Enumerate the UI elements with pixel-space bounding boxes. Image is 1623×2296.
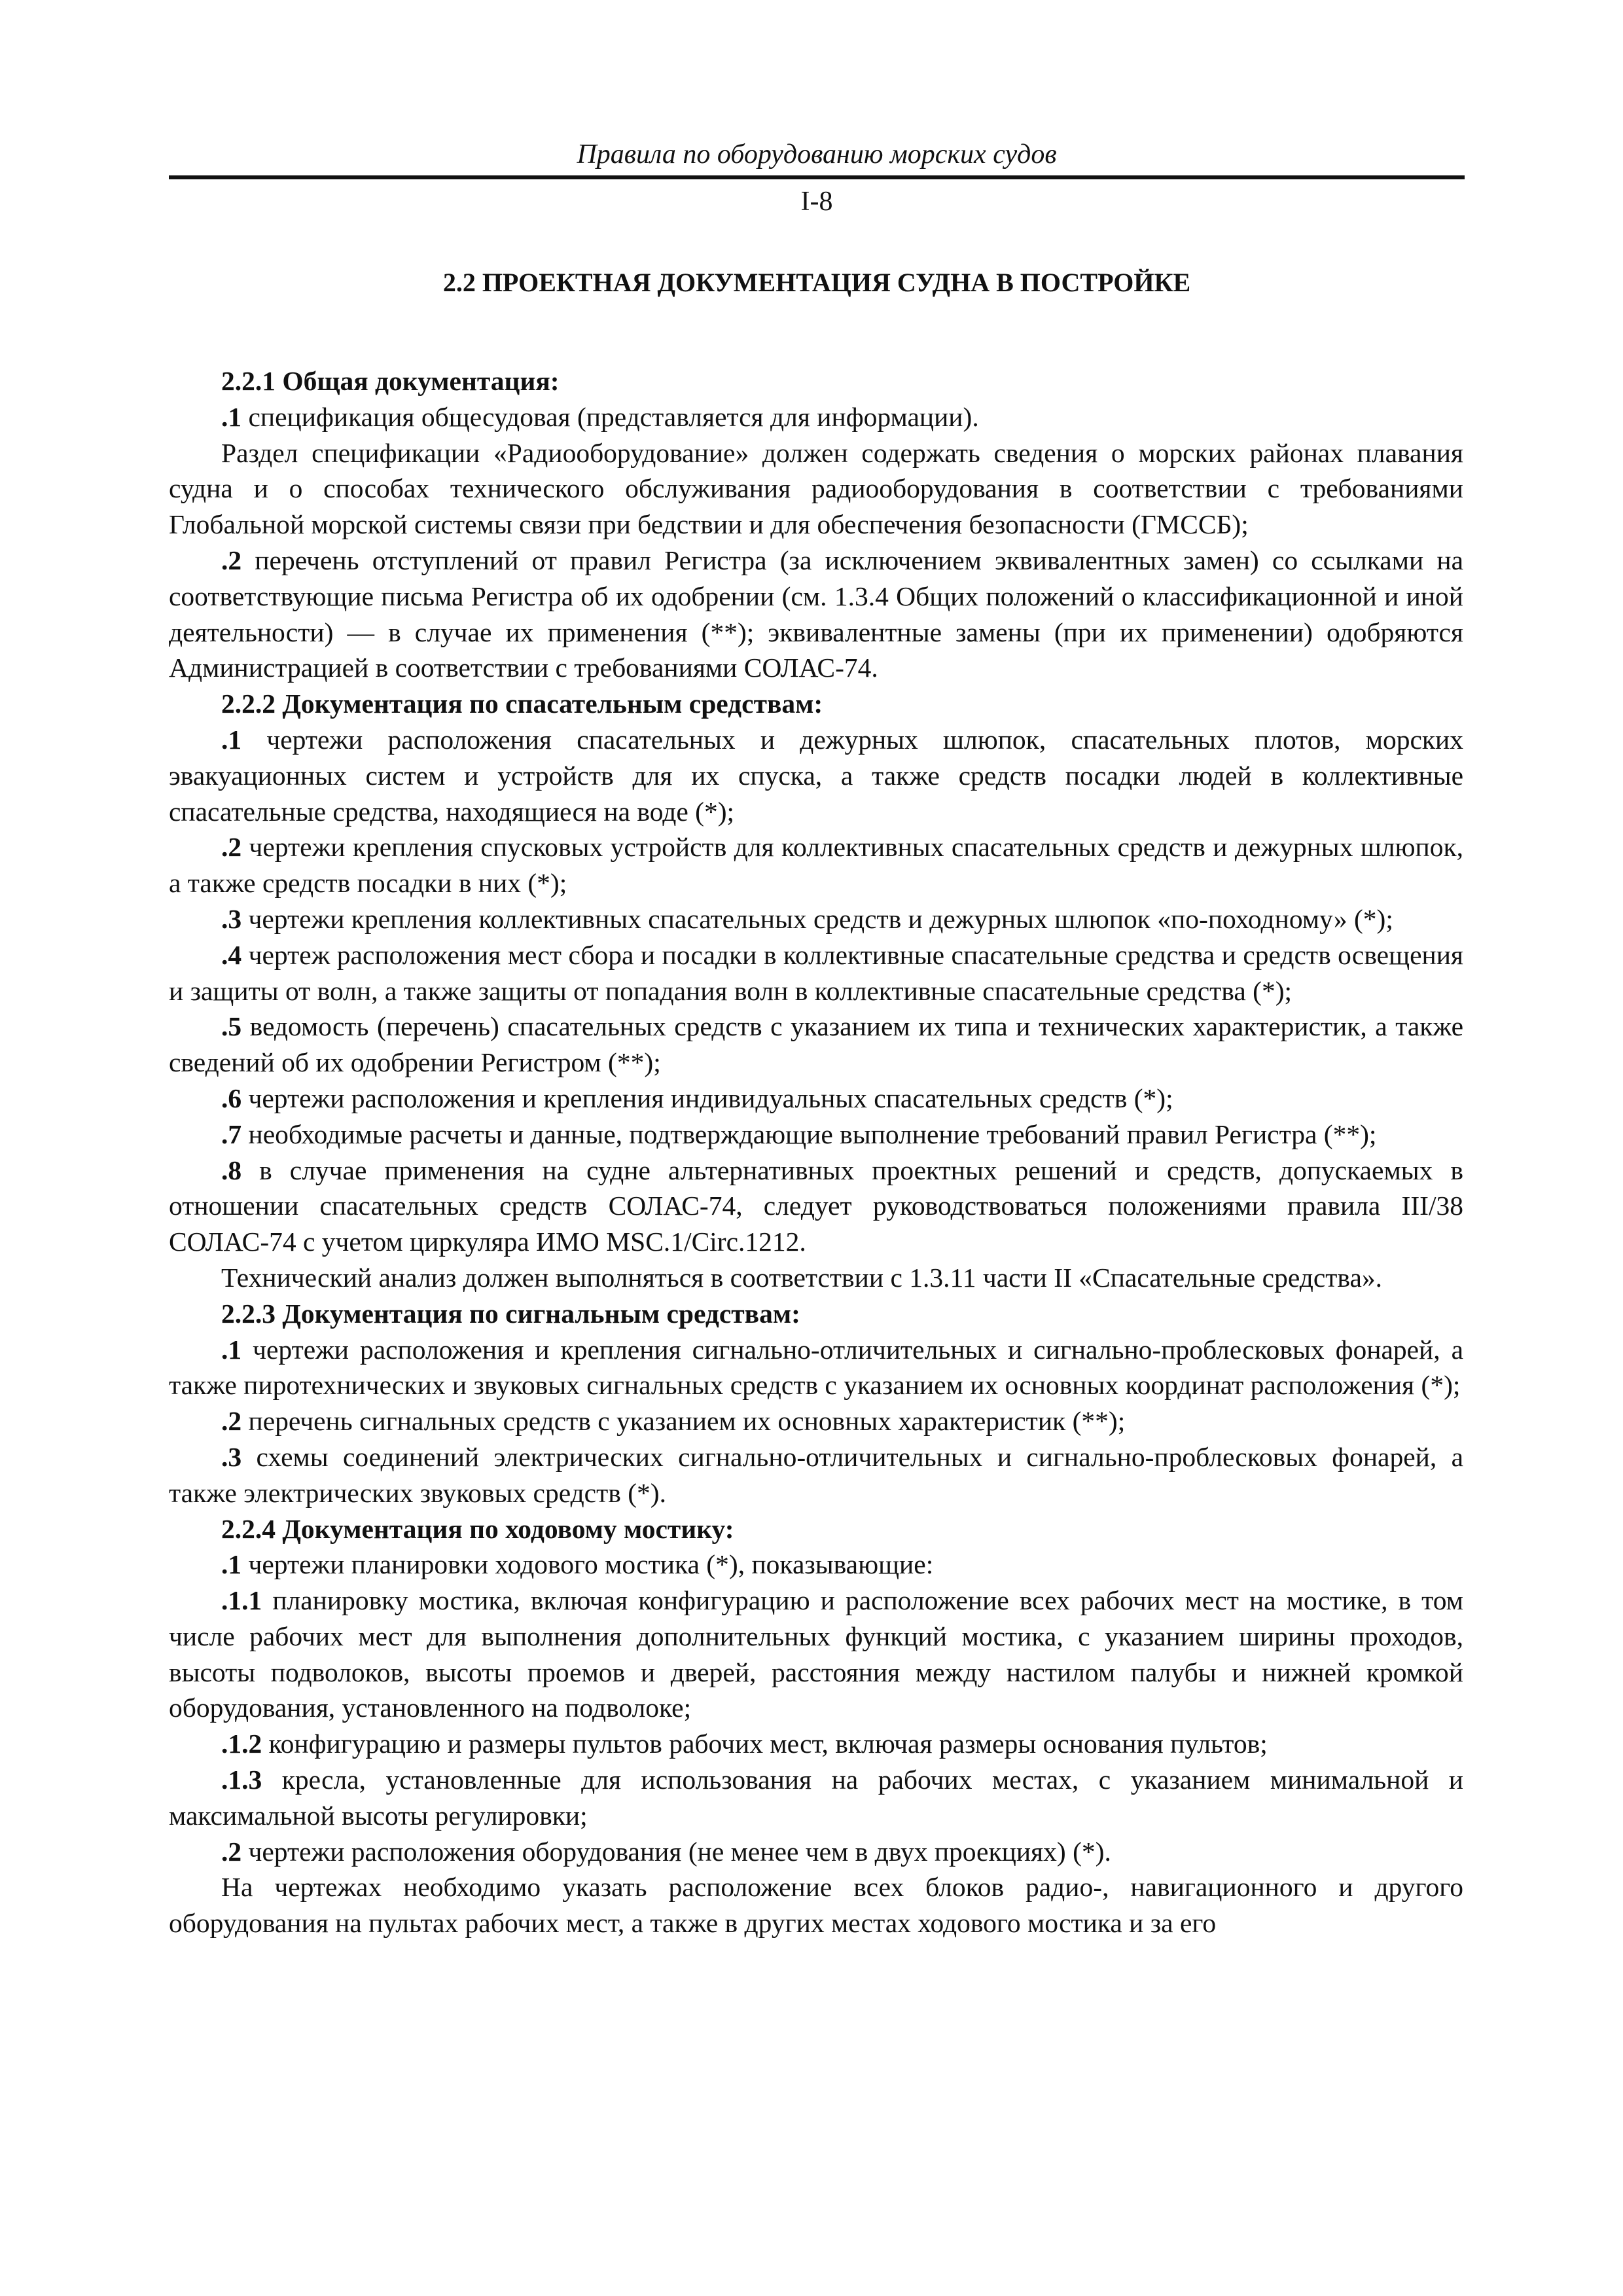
list-item [169,901,1463,937]
item-text: чертежи крепления коллективных спасательных средств и дежурных шлюпок «по-походному» (*); [241,903,1393,934]
item-text: кресла, установленные для использования на рабочих местах, с указанием минимальной и максимальной высоты регулировки; [169,1765,1463,1831]
list-item [169,543,1463,686]
item-number: .2 [221,1406,242,1437]
list-item [169,1834,1463,1870]
item-text: чертеж расположения мест сбора и посадки в коллективные спасательные средства и средств освещения и защиты от волн, а также защиты от попадания волн в коллективные спасательные средства (*); [169,939,1463,1006]
list-item [169,937,1463,1009]
list-item [169,1009,1463,1081]
list-item [169,1117,1463,1153]
item-text: перечень отступлений от правил Регистра (за исключением эквивалентных замен) со ссылками на соответствующие письма Регистра об их одобрении (см. 1.3.4 Общих положений о классификационной и иной деятельности) — в случае их применения (**); эквивалентные замены (при их применении) одобряются Администрацией в соответствии с требованиями СОЛАС-74. [169,545,1463,683]
item-number: .3 [221,1441,242,1472]
section-title: 2.2 ПРОЕКТНАЯ ДОКУМЕНТАЦИЯ СУДНА В ПОСТРОЙКЕ [442,268,1191,297]
list-item [169,722,1463,829]
item-number: .2 [221,832,242,863]
item-number: .2 [221,1836,242,1867]
list-item [169,829,1463,901]
item-number: .1 [221,1549,242,1580]
item-number: .6 [221,1083,242,1113]
item-number: .1 [221,724,242,755]
list-item [169,1726,1463,1762]
item-number: .2 [221,545,242,575]
item-text: чертежи крепления спусковых устройств для коллективных спасательных средств и дежурных шлюпок, а также средств посадки в них (*); [169,832,1463,899]
item-text: спецификация общесудовая (представляется для информации). [241,401,979,432]
list-item [169,1153,1463,1260]
list-item [169,399,1463,435]
list-item [169,1762,1463,1834]
item-number: .1.2 [221,1729,262,1759]
list-item [169,1547,1463,1583]
item-number: .4 [221,939,242,970]
subsection-heading: 2.2.4 Документация по ходовому мостику: [221,1513,734,1544]
item-text: планировку мостика, включая конфигурацию и расположение всех рабочих мест на мостике, в том числе рабочих мест для выполнения дополнительных функций мостика, с указанием ширины проходов, высоты подволоков, высоты проемов и дверей, расстояния между настилом палубы и нижней кромкой оборудования, установленного на подволоке; [169,1585,1463,1723]
item-text: в случае применения на судне альтернативных проектных решений и средств, допускаемых в отношении спасательных средств СОЛАС-74, следует руководствоваться положениями правила III/38 СОЛАС-74 с учетом циркуляра ИМО MSC.1/Circ.1212. [169,1155,1463,1257]
item-text: схемы соединений электрических сигнально-отличительных и сигнально-проблесковых фонарей, а также электрических звуковых средств (*). [169,1441,1463,1508]
subsection-heading: 2.2.1 Общая документация: [221,366,560,396]
paragraph: Раздел спецификации «Радиооборудование» должен содержать сведения о морских районах плавания судна и о способах технического обслуживания радиооборудования в соответствии с требованиями Глобальной морской системы связи при бедствии и для обеспечения безопасности (ГМССБ); [169,437,1463,540]
item-text: чертежи расположения спасательных и дежурных шлюпок, спасательных плотов, морских эвакуационных систем и устройств для их спуска, а также средств посадки людей в коллективные спасательные средства, находящиеся на воде (*); [169,724,1463,827]
list-item [169,1403,1463,1439]
document-body [169,363,1463,1941]
item-number: .1 [221,401,242,432]
subsection-heading: 2.2.3 Документация по сигнальным средствам: [221,1298,800,1329]
page-number: I-8 [800,187,833,217]
list-item [169,1081,1463,1117]
item-number: .3 [221,903,242,934]
item-number: .1 [221,1334,242,1365]
item-text: чертежи расположения и крепления сигнально-отличительных и сигнально-проблесковых фонарей, а также пиротехнических и звуковых сигнальных средств с указанием их основных координат расположения (*); [169,1334,1463,1401]
list-item [169,1583,1463,1726]
item-text: перечень сигнальных средств с указанием их основных характеристик (**); [241,1406,1126,1437]
item-text: конфигурацию и размеры пультов рабочих мест, включая размеры основания пультов; [262,1729,1268,1759]
item-text: необходимые расчеты и данные, подтверждающие выполнение требований правил Регистра (**); [241,1119,1377,1149]
item-number: .1.1 [221,1585,262,1616]
paragraph: На чертежах необходимо указать расположение всех блоков радио-, навигационного и другого оборудования на пультах рабочих мест, а также в других местах ходового мостика и за его [169,1872,1463,1939]
item-number: .1.3 [221,1765,262,1795]
subsection-heading: 2.2.2 Документация по спасательным средствам: [221,689,823,719]
item-number: .7 [221,1119,242,1149]
list-item [169,1332,1463,1404]
running-header: Правила по оборудованию морских судов [577,139,1057,170]
item-text: чертежи расположения оборудования (не менее чем в двух проекциях) (*). [241,1836,1111,1867]
item-number: .8 [221,1155,242,1185]
item-text: ведомость (перечень) спасательных средств с указанием их типа и технических характеристик, а также сведений об их одобрении Регистром (**); [169,1011,1463,1078]
item-text: чертежи расположения и крепления индивидуальных спасательных средств (*); [241,1083,1173,1113]
item-text: чертежи планировки ходового мостика (*), показывающие: [241,1549,934,1580]
paragraph: Технический анализ должен выполняться в соответствии с 1.3.11 части II «Спасательные средства». [221,1262,1382,1293]
item-number: .5 [221,1011,242,1042]
header-rule [169,175,1465,179]
list-item [169,1439,1463,1511]
